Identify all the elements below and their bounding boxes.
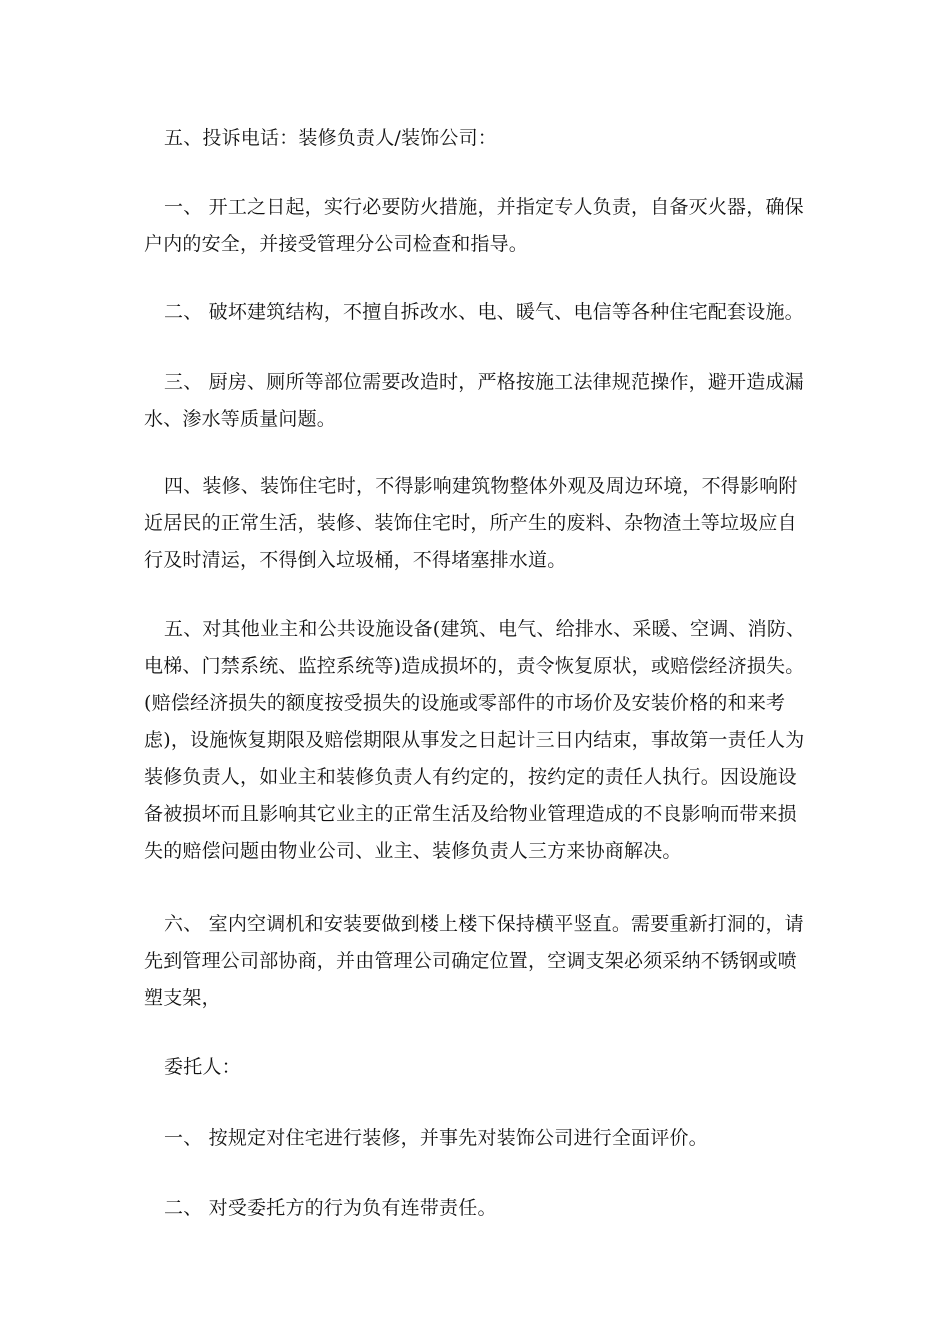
paragraph-client-duty-2 <box>144 1190 809 1227</box>
paragraph-text: 五、投诉电话：装修负责人/装饰公司： <box>164 127 498 149</box>
paragraph-air-conditioner <box>144 906 809 1017</box>
paragraph-text: 二、 对受委托方的行为负有连带责任。 <box>164 1197 497 1219</box>
paragraph-kitchen-bathroom <box>144 364 809 438</box>
paragraph-text: 一、 按规定对住宅进行装修，并事先对装饰公司进行全面评价。 <box>164 1127 708 1149</box>
paragraph-text: 四、装修、装饰住宅时，不得影响建筑物整体外观及周边环境，不得影响附近居民的正常生活，装修、装饰住宅时，所产生的废料、杂物渣土等垃圾应自行及时清运，不得倒入垃圾桶，不得堵塞排水道。 <box>144 475 798 571</box>
paragraph-client-duty-1 <box>144 1120 809 1157</box>
paragraph-text: 三、 厨房、厕所等部位需要改造时，严格按施工法律规范操作，避开造成漏水、渗水等质量问题。 <box>144 371 804 430</box>
paragraph-text: 一、 开工之日起，实行必要防火措施，并指定专人负责，自备灭火器，确保户内的安全，并接受管理分公司检查和指导。 <box>144 196 804 255</box>
paragraph-text: 六、 室内空调机和安装要做到楼上楼下保持横平竖直。需要重新打洞的，请先到管理公司部协商，并由管理公司确定位置，空调支架必须采纳不锈钢或喷塑支架， <box>144 913 804 1009</box>
paragraph-client-heading <box>144 1049 809 1086</box>
paragraph-damage-compensation <box>144 611 809 870</box>
paragraph-complaint-phone <box>144 120 809 157</box>
paragraph-structure <box>144 294 809 331</box>
paragraph-text: 二、 破坏建筑结构，不擅自拆改水、电、暖气、电信等各种住宅配套设施。 <box>164 301 804 323</box>
paragraph-text: 五、对其他业主和公共设施设备(建筑、电气、给排水、采暖、空调、消防、电梯、门禁系统、监控系统等)造成损坏的，责令恢复原状，或赔偿经济损失。(赔偿经济损失的额度按受损失的设施或零部件的市场价及安装价格的和来考虑)，设施恢复期限及赔偿期限从事发之日起计三日内结束，事故第一责任人为装修负责人，如业主和装修负责人有约定的，按约定的责任人执行。因设施设备被损坏而且影响其它业主的正常生活及给物业管理造成的不良影响而带来损失的赔偿问题由物业公司、业主、装修负责人三方来协商解决。 <box>144 618 806 862</box>
paragraph-appearance-waste <box>144 468 809 579</box>
paragraph-text: 委托人： <box>164 1056 241 1078</box>
paragraph-fire-safety <box>144 189 809 263</box>
